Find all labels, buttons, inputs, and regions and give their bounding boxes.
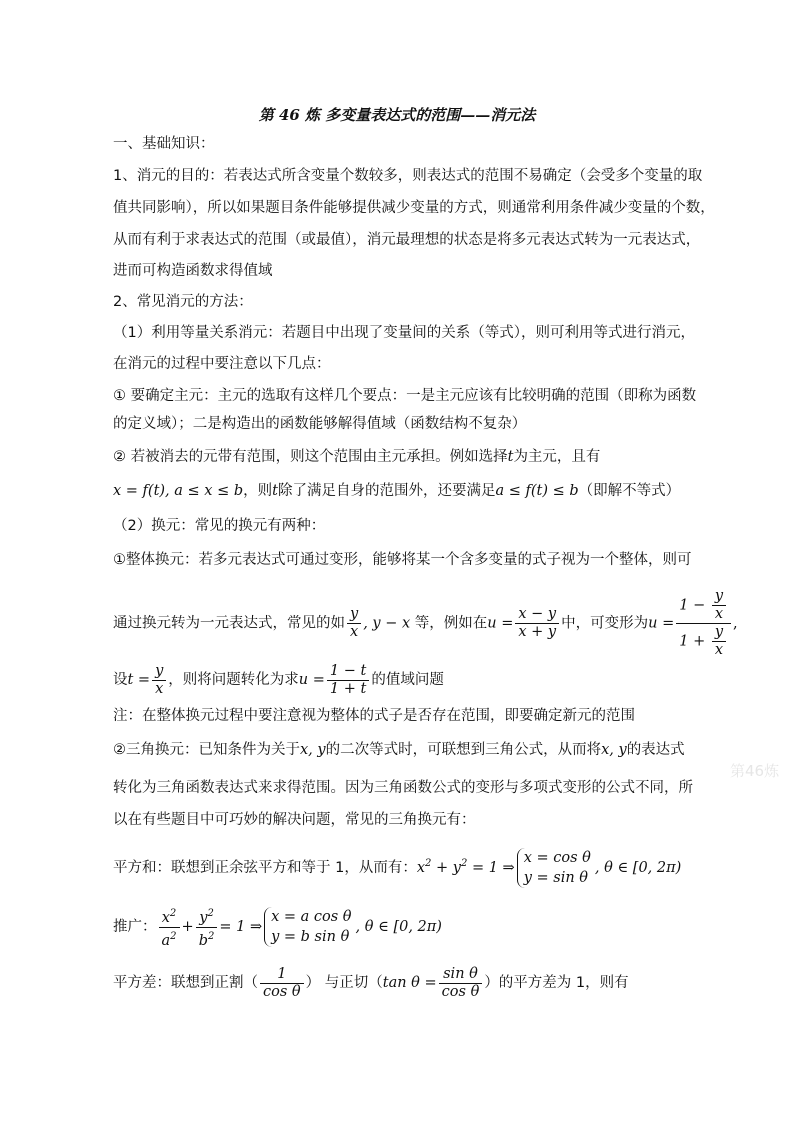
equation-system: x = a cos θ y = b sin θ <box>264 907 355 947</box>
paragraph-line: 值共同影响），所以如果题目条件能够提供减少变量的方式，则通常利用条件减少变量的个数， <box>113 200 715 216</box>
nested-fraction: 1 − $\frac{y}{x}$ 1 + $\frac{y}{x}$ <box>676 588 731 659</box>
text-span: ② 若被消去的元带有范围，则这个范围由主元承担。例如选择 <box>113 449 508 465</box>
fraction-expression: $\frac{x - y}{x + y}$ <box>515 606 559 641</box>
paragraph-line: 设t = $\frac{y}{x}$ ，则将问题转化为求u = $\frac{1 - t}{1 + t}$ 的值域问题 <box>113 662 444 697</box>
text-span: 的值域问题 <box>371 672 444 688</box>
paragraph-line: 2、常见消元的方法： <box>113 294 253 310</box>
text-span: 设 <box>113 672 128 688</box>
section-heading: 一、基础知识： <box>113 136 215 152</box>
paragraph-line: 以在有些题目中可巧妙的解决问题，常见的三角换元有： <box>113 812 476 828</box>
fraction-secant: $\frac{1}{\text{cos θ}}$ <box>260 966 304 1001</box>
paragraph-line: 从而有利于求表达式的范围（或最值），消元最理想的状态是将多元表达式转为一元表达式， <box>113 232 701 248</box>
math-expression: a ≤ f(t) ≤ b <box>495 483 579 499</box>
fraction-tangent: $\frac{\text{sin θ}}{\text{cos θ}}$ <box>439 966 483 1001</box>
text-span: 的二次等式时，可联想到三角公式，从而将 <box>325 742 602 758</box>
paragraph-line: 的定义域）；二是构造出的函数能够解得值域（函数结构不复杂） <box>113 416 527 432</box>
paragraph-line: 注：在整体换元过程中要注意视为整体的式子是否存在范围，即要确定新元的范围 <box>113 708 635 724</box>
paragraph-line <box>113 481 683 501</box>
watermark: 第46炼 <box>730 762 780 780</box>
text-span: 推广： <box>113 919 157 935</box>
text-span: ，则将问题转化为求 <box>168 672 299 688</box>
paragraph-line: 通过换元转为一元表达式，常见的如 $\frac{y}{x}$ , y − x 等，例如在u = $\frac{x - y}{x + y}$ 中，可变形为u = 1 − $\frac{y}{x}$ 1 + $\frac{y}{x}$ , <box>113 588 738 658</box>
paragraph-line: 平方和：联想到正余弦平方和等于 1，从而有：$x^2 + y^2 = 1$ ⇒ x = cos θ y = sin θ , θ ∈ [0, 2π) <box>113 849 682 886</box>
text-span: 为主元，且有 <box>513 449 601 465</box>
paragraph-line: 推广： $\frac{x^2}{a^2}$ + $\frac{y^2}{b^2}$ = 1 ⇒ x = a cos θ y = b sin θ , θ ∈ [0, 2π) <box>113 902 683 952</box>
math-var: t <box>272 483 278 499</box>
paragraph-line: 1、消元的目的：若表达式所含变量个数较多，则表达式的范围不易确定（会受多个变量的取 <box>113 168 703 184</box>
text-span: ②三角换元：已知条件为关于 <box>113 742 300 758</box>
text-span: （即解不等式） <box>578 483 681 499</box>
text-span: 的表达式 <box>626 742 685 758</box>
paragraph-line: 平方差：联想到正割（ $\frac{1}{\text{cos θ}}$ ） 与正切（tan θ = $\frac{\text{sin θ}}{\text{cos θ}}$ ）的平方差为 1，则有 <box>113 965 629 1000</box>
paragraph-line: （1）利用等量关系消元：若题目中出现了变量间的关系（等式），则可利用等式进行消元， <box>113 325 695 341</box>
math-var: t <box>507 449 514 465</box>
paragraph-line <box>113 447 683 467</box>
text-span: 通过换元转为一元表达式，常见的如 <box>113 615 345 632</box>
paragraph-line: 转化为三角函数表达式来求得范围。因为三角函数公式的变形与多项式变形的公式不同，所 <box>113 780 693 796</box>
fraction-x2-a2: $\frac{x^2}{a^2}$ <box>159 905 180 950</box>
text-span: 除了满足自身的范围外，还要满足 <box>277 483 496 499</box>
paragraph-line: ① 要确定主元：主元的选取有这样几个要点：一是主元应该有比较明确的范围（即称为函数 <box>113 388 697 404</box>
paragraph-line: 进而可构造函数求得值域 <box>113 263 273 279</box>
text-span: 等，例如在 <box>414 615 488 632</box>
text-span: 中，可变形为 <box>561 615 649 632</box>
fraction-y-over-x: $\frac{y}{x}$ <box>347 606 361 641</box>
text-span: 平方和：联想到正余弦平方和等于 1，从而有： <box>113 859 417 876</box>
paragraph-line: ②三角换元：已知条件为关于x, y的二次等式时，可联想到三角公式，从而将x, y的表达式 <box>113 742 685 758</box>
fraction-y-over-x: $\frac{y}{x}$ <box>152 663 166 698</box>
fraction-y2-b2: $\frac{y^2}{b^2}$ <box>196 905 218 950</box>
paragraph-line: 在消元的过程中要注意以下几点： <box>113 356 331 372</box>
fraction-expression: $\frac{1 - t}{1 + t}$ <box>327 663 369 698</box>
text-span: ）的平方差为 1，则有 <box>484 975 629 991</box>
equation-system: x = cos θ y = sin θ <box>517 848 595 888</box>
text-span: 平方差：联想到正割（ <box>113 975 258 991</box>
paragraph-line: （2）换元：常见的换元有两种： <box>113 518 326 534</box>
text-span: ） 与正切（ <box>305 975 383 991</box>
text-span: ，则 <box>243 483 273 499</box>
math-expression: x = f(t), a ≤ x ≤ b <box>113 483 244 499</box>
paragraph-line: ①整体换元：若多元表达式可通过变形，能够将某一个含多变量的式子视为一个整体，则可 <box>113 552 692 568</box>
page-title: 第 46 炼 多变量表达式的范围——消元法 <box>258 106 536 124</box>
